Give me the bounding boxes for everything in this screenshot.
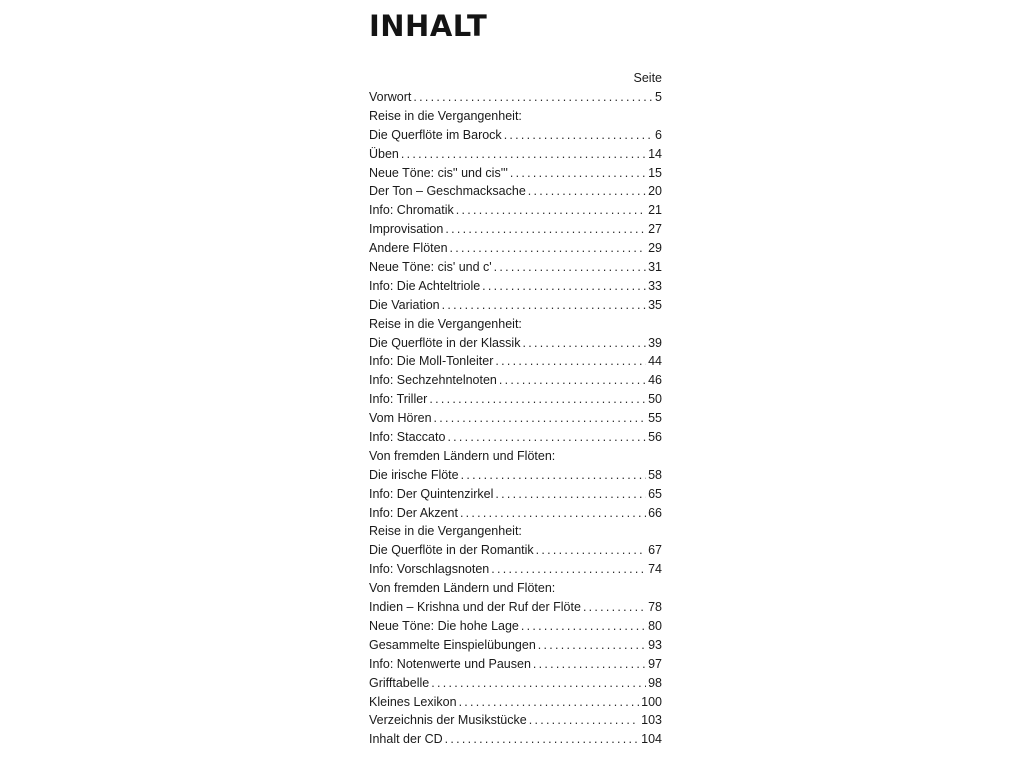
- dot-leader: [431, 674, 646, 693]
- dot-leader: [522, 334, 646, 353]
- toc-entry-label: Der Ton – Geschmacksache: [369, 184, 526, 199]
- dot-leader: [504, 126, 653, 145]
- toc-entry-page-number: 100: [641, 694, 662, 709]
- toc-entry: [369, 617, 662, 636]
- toc-entry: [369, 674, 662, 693]
- dot-leader: [460, 504, 646, 523]
- toc-entry-label: Vorwort: [369, 90, 412, 104]
- toc-entry-page-number: 14: [648, 146, 662, 161]
- toc-entry-page-number: 74: [648, 562, 662, 577]
- toc-entry-label: Info: Die Achteltriole: [369, 278, 481, 293]
- page-title: INHALT: [369, 9, 488, 43]
- dot-leader: [533, 655, 646, 674]
- toc-entry-label: Die Querflöte im Barock: [369, 127, 502, 142]
- dot-leader: [413, 88, 653, 107]
- dot-leader: [461, 466, 646, 485]
- toc-entry-page-number: 58: [648, 467, 662, 482]
- dot-leader: [529, 711, 639, 730]
- dot-leader: [459, 693, 640, 712]
- toc-entry: [369, 164, 662, 183]
- toc-entry: [369, 598, 662, 617]
- toc-entry-label: Inhalt der CD: [369, 732, 443, 747]
- toc-entry-label: Info: Der Quintenzirkel: [369, 486, 494, 501]
- dot-leader: [456, 201, 646, 220]
- toc-entry-label: Die Variation: [369, 297, 440, 312]
- dot-leader: [521, 617, 646, 636]
- dot-leader: [536, 541, 646, 560]
- toc-entry: [369, 409, 662, 428]
- toc-entry-page-number: 65: [648, 486, 662, 501]
- toc-entry-page-number: 35: [648, 297, 662, 312]
- dot-leader: [447, 428, 646, 447]
- toc-entry-label: Info: Chromatik: [369, 203, 454, 218]
- toc-entry: [369, 239, 662, 258]
- toc-entry: [369, 296, 662, 315]
- dot-leader: [482, 277, 646, 296]
- table-of-contents: [369, 69, 662, 749]
- toc-entry-page-number: 67: [648, 543, 662, 558]
- toc-entry: [369, 693, 662, 712]
- toc-entry-label: Die irische Flöte: [369, 467, 459, 482]
- toc-entry: [369, 560, 662, 579]
- toc-entry-label: Reise in die Vergangenheit:: [369, 316, 522, 331]
- toc-entry-page-number: 44: [648, 354, 662, 369]
- toc-entry-page-number: 31: [648, 260, 662, 275]
- dot-leader: [450, 239, 647, 258]
- toc-section-heading: [369, 447, 662, 466]
- toc-entry-label: Neue Töne: Die hohe Lage: [369, 618, 519, 633]
- toc-entry-label: Grifftabelle: [369, 675, 430, 690]
- toc-entry-label: Info: Notenwerte und Pausen: [369, 656, 531, 671]
- toc-entry: [369, 655, 662, 674]
- toc-entry: [369, 466, 662, 485]
- toc-entry-label: Reise in die Vergangenheit:: [369, 524, 522, 539]
- toc-entry-page-number: 20: [648, 184, 662, 199]
- dot-leader: [510, 164, 646, 183]
- toc-entry: [369, 636, 662, 655]
- dot-leader: [495, 485, 646, 504]
- dot-leader: [445, 220, 646, 239]
- toc-entry-label: Neue Töne: cis' und c': [369, 260, 492, 275]
- toc-entry: [369, 88, 662, 107]
- toc-entry-label: Info: Vorschlagsnoten: [369, 562, 490, 577]
- toc-entry-page-number: 46: [648, 373, 662, 388]
- dot-leader: [499, 371, 646, 390]
- toc-entry: [369, 201, 662, 220]
- toc-entry: [369, 126, 662, 145]
- toc-entry-page-number: 98: [648, 675, 662, 690]
- toc-entry-page-number: 56: [648, 430, 662, 445]
- toc-entry: [369, 182, 662, 201]
- toc-entry: [369, 730, 662, 749]
- toc-entry-label: Verzeichnis der Musikstücke: [369, 713, 527, 728]
- toc-entry-label: Kleines Lexikon: [369, 694, 457, 709]
- toc-entry-label: Indien – Krishna und der Ruf der Flöte: [369, 600, 581, 615]
- toc-section-heading: [369, 107, 662, 126]
- toc-entry: [369, 220, 662, 239]
- toc-entry: [369, 485, 662, 504]
- toc-entry: [369, 371, 662, 390]
- toc-entry-page-number: 15: [648, 165, 662, 180]
- toc-entry-label: Info: Die Moll-Tonleiter: [369, 354, 494, 369]
- toc-entry-label: Gesammelte Einspielübungen: [369, 637, 536, 652]
- toc-entry-page-number: 55: [648, 411, 662, 426]
- toc-entry-page-number: 33: [648, 278, 662, 293]
- toc-entry-label: Andere Flöten: [369, 241, 448, 256]
- toc-entry-page-number: 50: [648, 392, 662, 407]
- dot-leader: [494, 258, 646, 277]
- toc-entry-page-number: 78: [648, 600, 662, 615]
- toc-entry: [369, 711, 662, 730]
- toc-entry-page-number: 27: [648, 222, 662, 237]
- toc-entry: [369, 390, 662, 409]
- toc-entry-label: Reise in die Vergangenheit:: [369, 108, 522, 123]
- toc-entry-page-number: 29: [648, 241, 662, 256]
- dot-leader: [401, 145, 646, 164]
- toc-entry: [369, 334, 662, 353]
- toc-entry: [369, 352, 662, 371]
- toc-entry: [369, 145, 662, 164]
- toc-entry-page-number: 103: [641, 713, 662, 728]
- dot-leader: [491, 560, 646, 579]
- toc-entry-page-number: 104: [641, 732, 662, 747]
- toc-entry-page-number: 21: [648, 203, 662, 218]
- toc-entry-page-number: 93: [648, 637, 662, 652]
- toc-entry-label: Vom Hören: [369, 411, 432, 426]
- toc-entry-page-number: 5: [655, 90, 662, 104]
- toc-entry-label: Üben: [369, 146, 399, 161]
- toc-entry: [369, 277, 662, 296]
- toc-entry: [369, 504, 662, 523]
- toc-entry-label: Info: Triller: [369, 392, 428, 407]
- toc-entry-label: Von fremden Ländern und Flöten:: [369, 448, 556, 463]
- toc-entry: [369, 428, 662, 447]
- toc-entry-label: Von fremden Ländern und Flöten:: [369, 581, 556, 596]
- dot-leader: [442, 296, 646, 315]
- toc-entry: [369, 258, 662, 277]
- toc-entry-label: Info: Der Akzent: [369, 505, 458, 520]
- toc-section-heading: [369, 522, 662, 541]
- toc-section-heading: [369, 579, 662, 598]
- toc-entry-page-number: 80: [648, 618, 662, 633]
- dot-leader: [583, 598, 646, 617]
- dot-leader: [538, 636, 646, 655]
- toc-entry-label: Die Querflöte in der Romantik: [369, 543, 534, 558]
- toc-entry-label: Neue Töne: cis'' und cis''': [369, 165, 508, 180]
- dot-leader: [429, 390, 646, 409]
- toc-entry-label: Info: Staccato: [369, 430, 446, 445]
- toc-entry-page-number: 97: [648, 656, 662, 671]
- toc-entry-label: Info: Sechzehntelnoten: [369, 373, 497, 388]
- toc-entry-label: Improvisation: [369, 222, 444, 237]
- dot-leader: [495, 352, 646, 371]
- dot-leader: [528, 182, 646, 201]
- toc-section-heading: [369, 315, 662, 334]
- toc-entry-label: Die Querflöte in der Klassik: [369, 335, 521, 350]
- toc-entry-page-number: 6: [655, 127, 662, 142]
- toc-entry-page-number: 39: [648, 335, 662, 350]
- toc-entries: [369, 88, 662, 749]
- dot-leader: [434, 409, 647, 428]
- toc-entry: [369, 541, 662, 560]
- toc-entry-page-number: 66: [648, 505, 662, 520]
- dot-leader: [445, 730, 639, 749]
- page-column-label: Seite: [633, 71, 662, 85]
